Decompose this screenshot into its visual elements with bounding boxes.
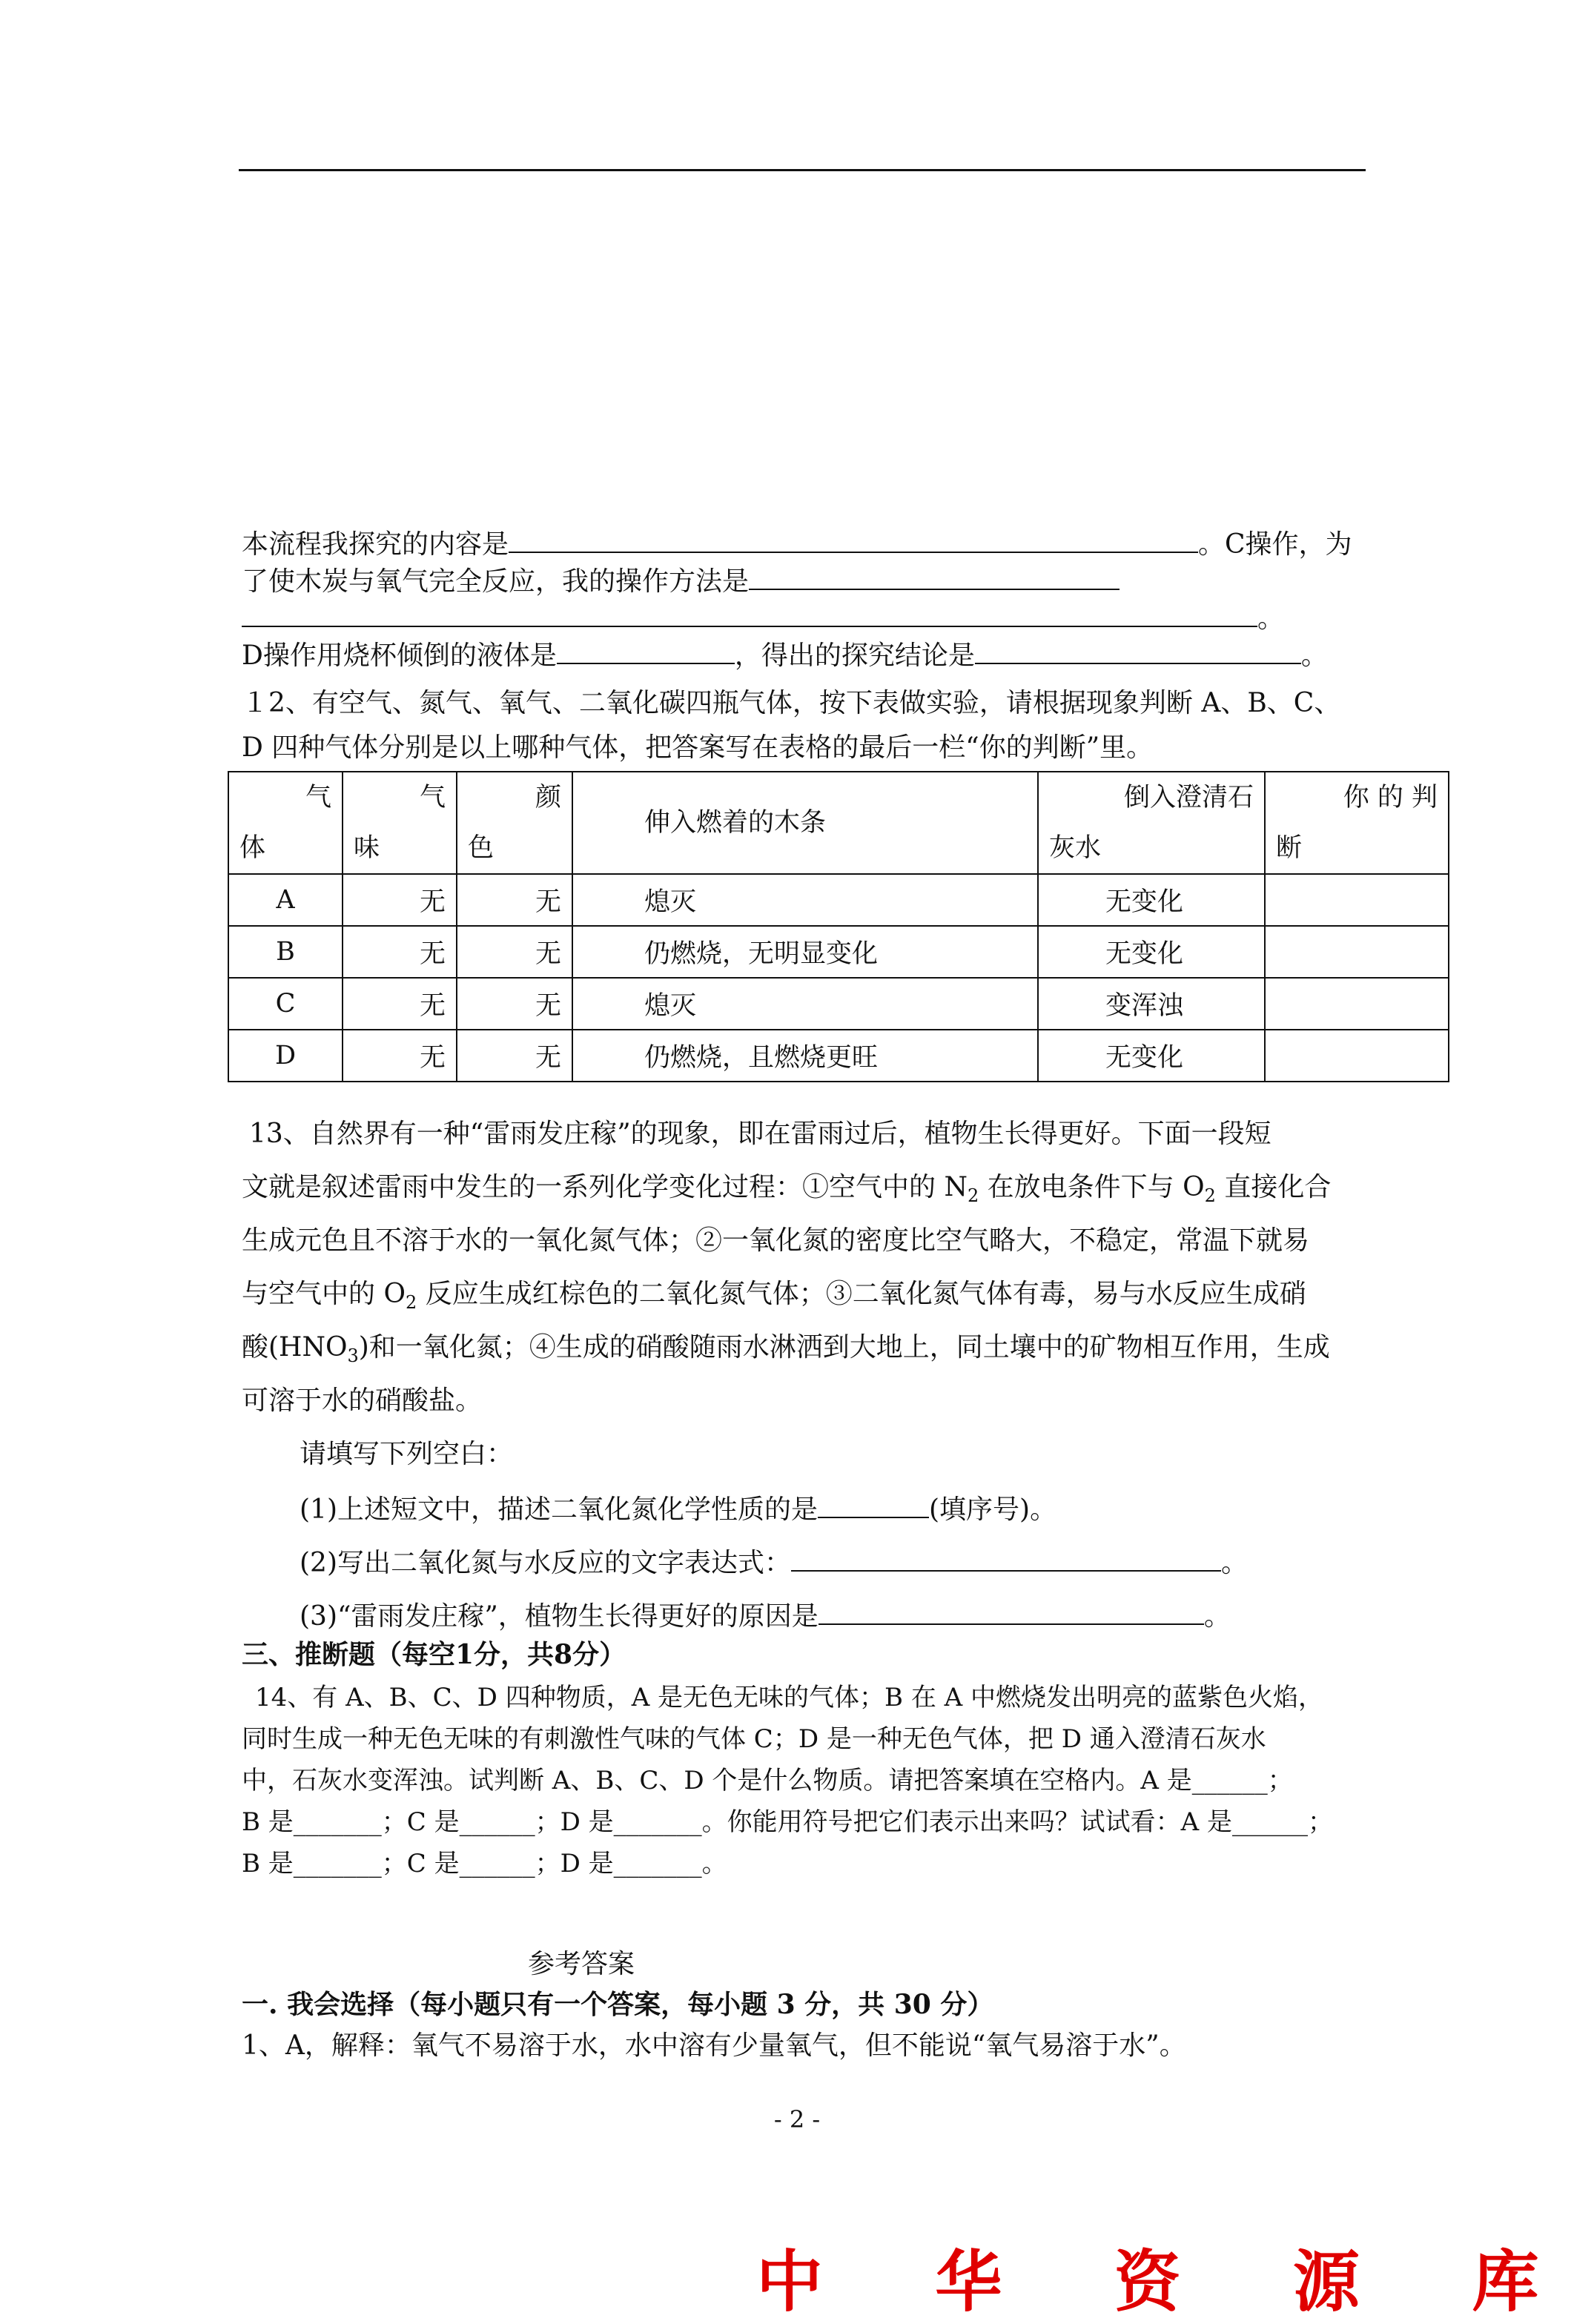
- cell-judgement[interactable]: [1265, 1030, 1449, 1082]
- cell-color: 无: [457, 874, 572, 926]
- gas-experiment-table: [228, 771, 1449, 1082]
- answer-1: 1、A，解释：氧气不易溶于水，水中溶有少量氧气，但不能说“氧气易溶于水”。: [242, 2030, 1186, 2061]
- q13-part3: (3)“雷雨发庄稼”，植物生长得更好的原因是 。: [300, 1597, 1231, 1635]
- cell-wood: 熄灭: [572, 874, 1038, 926]
- table-row: [228, 874, 1449, 926]
- header-smell: 气 味: [343, 772, 457, 874]
- cell-smell: 无: [343, 874, 457, 926]
- q13-line3: 生成元色且不溶于水的一氧化氮气体；②一氧化氮的密度比空气略大，不稳定，常温下就易: [242, 1225, 1310, 1256]
- q11-line1: [242, 525, 1352, 563]
- q13-line6: 可溶于水的硝酸盐。: [242, 1386, 483, 1416]
- answer-blank[interactable]: [818, 1490, 929, 1518]
- cell-gas: C: [228, 978, 343, 1030]
- q11-text-f: ，得出的探究结论是: [734, 640, 975, 671]
- cell-color: 无: [457, 978, 572, 1030]
- cell-smell: 无: [343, 1030, 457, 1082]
- cell-limewater: 无变化: [1038, 926, 1265, 978]
- cell-wood: 熄灭: [572, 978, 1038, 1030]
- header-limewater: 倒入澄清石 灰水: [1038, 772, 1265, 874]
- cell-color: 无: [457, 926, 572, 978]
- q13-part2: (2)写出二氧化氮与水反应的文字表达式： 。: [300, 1543, 1248, 1581]
- header-rule: [239, 169, 1366, 171]
- q11-text-d: 。: [1257, 603, 1285, 634]
- q11-line2: [242, 562, 1120, 600]
- answers-section1-title: 一. 我会选择（每小题只有一个答案，每小题 3 分，共 30 分）: [242, 1989, 994, 2020]
- q12-line1: １2、有空气、氮气、氧气、二氧化碳四瓶气体，按下表做实验，请根据现象判断 A、B、C、: [242, 688, 1341, 718]
- table-header-row: [228, 772, 1449, 874]
- q14-line4: B 是_______；C 是______；D 是_______。你能用符号把它们表示出来吗？试试看：A 是______；: [242, 1807, 1334, 1837]
- table-row: [228, 1030, 1449, 1082]
- answer-blank[interactable]: [749, 562, 1120, 590]
- q13-line4: 与空气中的 $O_2$ 反应生成红棕色的二氧化氮气体；③二氧化氮气体有毒，易与水反应生成硝: [242, 1279, 1306, 1313]
- header-color: 颜 色: [457, 772, 572, 874]
- cell-gas: A: [228, 874, 343, 926]
- q11-text-g: 。: [1300, 640, 1328, 671]
- q11-text-c: 了使木炭与氧气完全反应，我的操作方法是: [242, 566, 750, 597]
- cell-smell: 无: [343, 978, 457, 1030]
- answer-blank[interactable]: [557, 636, 735, 664]
- q13-part1: (1)上述短文中，描述二氧化氮化学性质的是 (填序号)。: [300, 1490, 1056, 1528]
- cell-gas: B: [228, 926, 343, 978]
- header-judgement: 你 的 判 断: [1265, 772, 1449, 874]
- q14-line2: 同时生成一种无色无味的有刺激性气味的气体 C；D 是一种无色气体，把 D 通入澄清石灰水: [242, 1724, 1266, 1754]
- answer-blank[interactable]: [509, 525, 1198, 553]
- cell-smell: 无: [343, 926, 457, 978]
- answer-blank[interactable]: [975, 636, 1301, 664]
- cell-judgement[interactable]: [1265, 926, 1449, 978]
- table-row: [228, 978, 1449, 1030]
- cell-limewater: 无变化: [1038, 1030, 1265, 1082]
- q13-line1: 13、自然界有一种“雷雨发庄稼”的现象，即在雷雨过后，植物生长得更好。下面一段短: [249, 1119, 1271, 1149]
- q12-line2: D 四种气体分别是以上哪种气体，把答案写在表格的最后一栏“你的判断”里。: [242, 732, 1154, 763]
- cell-limewater: 无变化: [1038, 874, 1265, 926]
- section3-title: 三、推断题（每空1分，共8分）: [242, 1639, 626, 1670]
- header-wood: 伸入燃着的木条: [572, 772, 1038, 874]
- q11-line4: [242, 636, 1328, 674]
- answer-blank[interactable]: [819, 1597, 1204, 1625]
- q11-text-b: 。C操作，为: [1198, 529, 1352, 560]
- q11-text-e: D操作用烧杯倾倒的液体是: [242, 640, 557, 671]
- answers-title: 参考答案: [528, 1949, 635, 1979]
- q13-line2: 文就是叙述雷雨中发生的一系列化学变化过程：①空气中的 $N_2$ 在放电条件下与 $O_2$ 直接化合: [242, 1172, 1332, 1206]
- cell-color: 无: [457, 1030, 572, 1082]
- cell-judgement[interactable]: [1265, 978, 1449, 1030]
- q14-line1: 14、有 A、B、C、D 四种物质，A 是无色无味的气体；B 在 A 中燃烧发出明亮的蓝紫色火焰，: [255, 1683, 1324, 1712]
- answer-blank[interactable]: [242, 599, 1257, 627]
- q11-text-a: 本流程我探究的内容是: [242, 529, 509, 560]
- q14-line5: B 是_______；C 是______；D 是_______。: [242, 1849, 727, 1878]
- page-number: - 2 -: [773, 2105, 821, 2133]
- cell-judgement[interactable]: [1265, 874, 1449, 926]
- q14-line3: 中，石灰水变浑浊。试判断 A、B、C、D 个是什么物质。请把答案填在空格内。A 是______；: [242, 1766, 1293, 1795]
- cell-wood: 仍燃烧，无明显变化: [572, 926, 1038, 978]
- header-gas: 气 体: [228, 772, 343, 874]
- cell-limewater: 变浑浊: [1038, 978, 1265, 1030]
- q13-fill-instruction: 请填写下列空白：: [300, 1439, 514, 1469]
- table-row: [228, 926, 1449, 978]
- q13-line5: 酸$(HNO_3)$和一氧化氮；④生成的硝酸随雨水淋洒到大地上，同土壤中的矿物相互作用，生成: [242, 1332, 1330, 1366]
- answer-blank[interactable]: [791, 1543, 1221, 1572]
- q11-line3: [242, 599, 1284, 637]
- watermark-logo: 中 华 资 源 库: [756, 2242, 1584, 2321]
- cell-wood: 仍燃烧，且燃烧更旺: [572, 1030, 1038, 1082]
- cell-gas: D: [228, 1030, 343, 1082]
